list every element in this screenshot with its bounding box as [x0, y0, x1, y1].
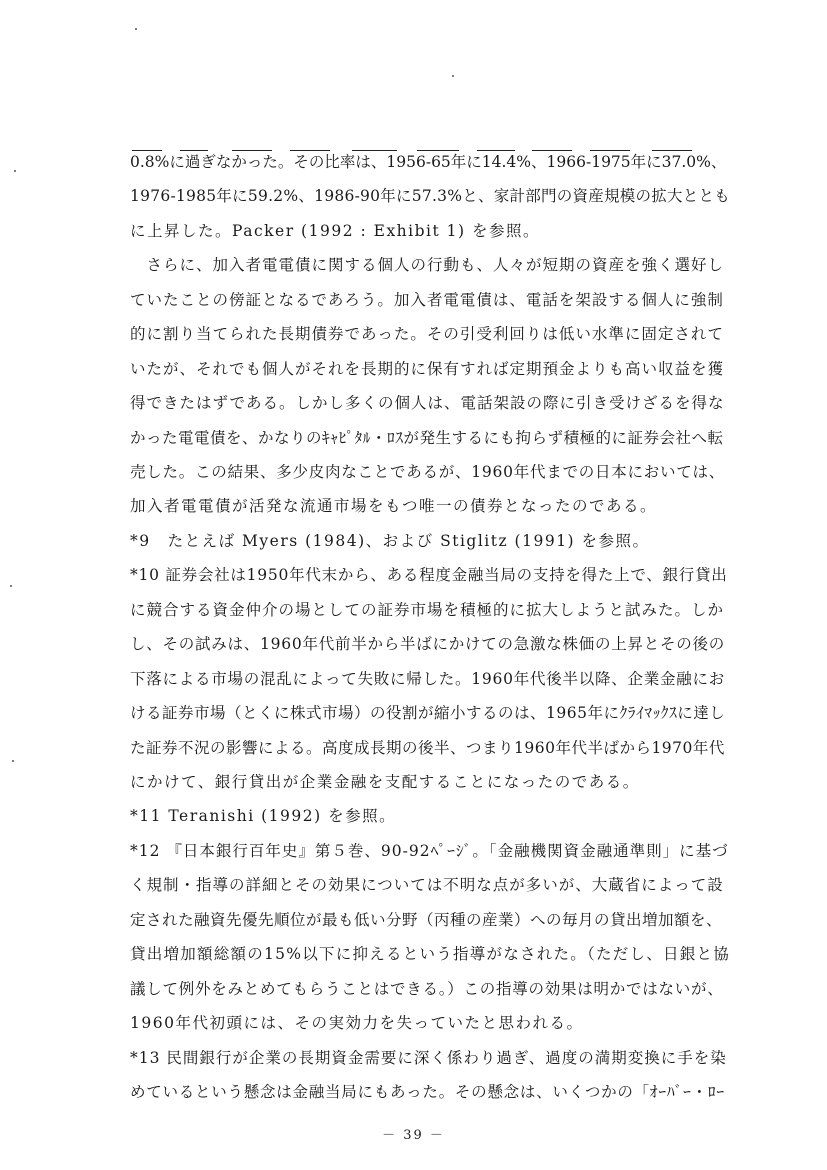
text-line: かった電電債を、かなりのｷｬﾋﾟﾀﾙ・ﾛｽが発生するにも拘らず積極的に証券会社へ転 [130, 429, 724, 447]
text-line: 議して例外をみとめてもらうことはできる。）この指導の効果は明かではないが、 [130, 980, 724, 998]
footnote-10: *10 証券会社は1950年代末から、ある程度金融当局の支持を得た上で、銀行貸出 [130, 566, 728, 584]
text-line: 下落による市場の混乱によって失敗に帰した。1960年代後半以降、企業金融にお [130, 670, 725, 688]
text-line: し、その試みは、1960年代前半から半ばにかけての急激な株価の上昇とその後の [130, 635, 725, 653]
footnote-9: *9 たとえば Myers (1984)、および Stiglitz (1991) を参照。 [130, 532, 650, 550]
text-line: 的に割り当てられた長期債券であった。その引受利回りは低い水準に固定されて [130, 325, 724, 343]
text-line: 加入者電電債が活発な流通市場をもつ唯一の債券となったのである。 [130, 497, 658, 515]
scan-speck [452, 75, 454, 77]
text-line: 得できたはずである。しかし多くの個人は、電話架設の際に引き受けざるを得な [130, 394, 725, 412]
text-line: ていたことの傍証となるであろう。加入者電電債は、電話を架設する個人に強制 [130, 291, 724, 309]
text-line: に上昇した。Packer (1992 : Exhibit 1) を参照。 [130, 222, 540, 240]
footnote-12: *12 『日本銀行百年史』第５巻、90-92ﾍﾟｰｼﾞ。「金融機関資金融通準則」に基づ [130, 842, 729, 860]
text-line: 貸出増加額総額の15%以下に抑えるという指導がなされた。（ただし、日銀と協 [130, 945, 730, 963]
text-line: 定された融資先優先順位が最も低い分野（丙種の産業）への毎月の貸出増加額を、 [130, 911, 723, 929]
scan-speck [14, 170, 16, 172]
text-line: 1976-1985年に59.2%、1986-90年に57.3%と、家計部門の資産規模の拡大ととも [130, 187, 731, 205]
scan-speck [10, 585, 12, 587]
footnote-11: *11 Teranishi (1992) を参照。 [130, 807, 397, 825]
text-line: にかけて、銀行貸出が企業金融を支配することになったのである。 [130, 773, 640, 791]
text-line: 0.8%に過ぎなかった。その比率は、1956-65年に14.4%、1966-1975年に37.0%、 [130, 153, 727, 171]
text-line: めているという懸念は金融当局にもあった。その懸念は、いくつかの「ｵｰﾊﾞｰ・ﾛｰ [130, 1083, 725, 1101]
scan-speck [12, 760, 14, 762]
text-line: ける証券市場（とくに株式市場）の役割が縮小するのは、1965年にｸﾗｲﾏｯｸｽに達し [130, 704, 726, 722]
page-number: － 39 － [382, 1128, 445, 1143]
text-line: 1960年代初頭には、その実効力を失っていたと思われる。 [130, 1014, 584, 1032]
text-line: た証券不況の影響による。高度成長期の後半、つまり1960年代半ばから1970年代 [130, 739, 725, 757]
footnote-13: *13 民間銀行が企業の長期資金需要に深く係わり過ぎ、過度の満期変換に手を染 [130, 1049, 727, 1067]
text-line: いたが、それでも個人がそれを長期的に保有すれば定期預金よりも高い収益を獲 [130, 360, 725, 378]
text-line: さらに、加入者電電債に関する個人の行動も、人々が短期の資産を強く選好し [130, 256, 725, 274]
text-line: く規制・指導の詳細とその効果については不明な点が多いが、大蔵省によって設 [130, 876, 724, 894]
text-line: 売した。この結果、多少皮肉なことであるが、1960年代までの日本においては、 [130, 463, 725, 481]
scan-speck [135, 28, 137, 30]
text-line: に競合する資金仲介の場としての証券市場を積極的に拡大しようと試みた。しか [130, 601, 725, 619]
